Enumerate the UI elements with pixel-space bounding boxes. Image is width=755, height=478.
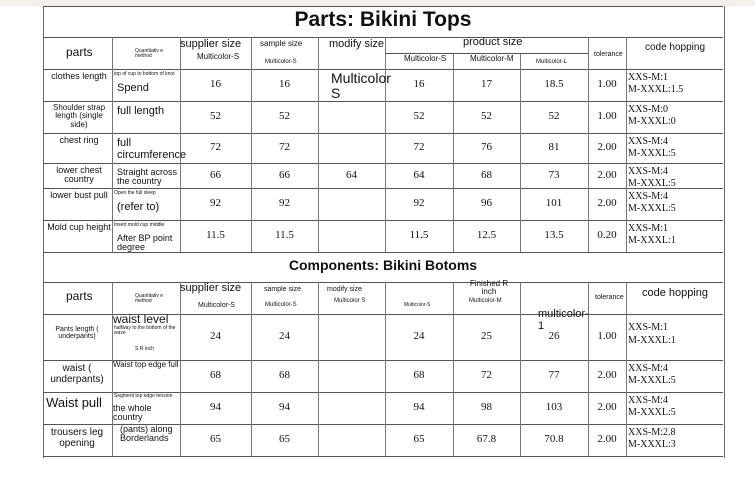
code-hop-1: XXS-M:0: [628, 104, 669, 115]
method-text: (refer to): [117, 201, 160, 213]
tops-header-sample: sample size: [260, 39, 303, 48]
supplier-value: 11.5: [206, 229, 225, 241]
size-l-value: 81: [548, 141, 560, 153]
size-l-value: 103: [545, 401, 563, 413]
size-m-value: 12.5: [476, 229, 497, 241]
size-m-value: 17: [481, 78, 492, 90]
size-s-value: 11.5: [409, 229, 429, 241]
supplier-value: 68: [210, 369, 221, 381]
size-m-value: 96: [481, 197, 492, 209]
size-l-value: 77: [548, 369, 560, 381]
tops-header-supplier-sub: Multicolor-S: [197, 52, 240, 61]
bottoms-header-finished: Finished R inch: [469, 279, 509, 297]
code-hop-1: XXS-M:4: [628, 395, 669, 406]
method-text: Straight across the country: [117, 167, 178, 187]
size-l-note: multicolor-1: [538, 308, 589, 332]
sample-value: 16: [279, 78, 290, 90]
code-hop-1: XXS-M:2.8: [628, 427, 676, 438]
code-hop-2: M-XXXL:1.5: [628, 84, 684, 95]
code-hop-2: M-XXXL:5: [628, 178, 676, 189]
tops-title: Parts: Bikini Tops: [294, 8, 472, 31]
bottoms-header-supplier: supplier size: [180, 282, 242, 294]
sample-value: 66: [279, 168, 290, 181]
size-m-value: 52: [481, 110, 492, 122]
sample-value: 72: [279, 141, 290, 153]
code-hop-2: M-XXXL:5: [628, 203, 676, 214]
size-s-value: 64: [413, 168, 425, 181]
tolerance-value: 2.00: [597, 197, 617, 209]
part-name: Waist pull: [46, 395, 102, 410]
size-m-value: 98: [481, 401, 492, 413]
code-hop-2: M-XXXL:5: [628, 375, 676, 386]
tolerance-value: 1.00: [597, 78, 617, 90]
tolerance-value: 1.00: [597, 110, 617, 122]
method-text: full length: [117, 105, 165, 117]
bottoms-header-tolerance: tolerance: [595, 294, 624, 301]
supplier-value: 24: [210, 330, 221, 342]
part-name: waist ( underpants): [50, 363, 104, 385]
modify-value: Multicolor S: [331, 70, 391, 101]
supplier-value: 72: [210, 141, 221, 153]
code-hop-2: M-XXXL:1: [628, 335, 676, 346]
tops-header-tolerance: tolerance: [594, 51, 623, 58]
tops-header-product-m: Multicolor-M: [470, 54, 514, 63]
tolerance-value: 2.00: [597, 401, 617, 413]
size-m-value: 68: [481, 168, 492, 181]
part-name: Pants length ( underpants): [55, 326, 99, 341]
size-l-value: 52: [548, 110, 560, 122]
size-m-value: 25: [481, 330, 492, 342]
code-hop-1: XXS-M:4: [628, 363, 669, 374]
modify-value: 64: [346, 168, 357, 181]
tops-header-product-s: Multicolor-S: [404, 54, 447, 63]
bottoms-header-method: Quantitativ e method: [135, 293, 164, 305]
tops-header-product-l: Multicolor-L: [536, 59, 568, 65]
part-name: Mold cup height: [47, 222, 111, 232]
size-l-value: 18.5: [544, 78, 564, 90]
code-hop-1: XXS-M:1: [628, 223, 669, 234]
bottoms-header-sample: sample size: [264, 286, 301, 293]
size-s-value: 68: [413, 369, 425, 381]
tolerance-value: 2.00: [597, 168, 617, 181]
tops-header-sample-sub: Multicolor-S: [265, 59, 297, 65]
size-s-value: 52: [413, 110, 425, 122]
method-text: Spend: [117, 82, 149, 94]
tops-header-method: Quantitativ e method: [135, 48, 164, 60]
size-l-value: 70.8: [544, 433, 564, 445]
method-note: top of cup to bottom of knot: [114, 71, 175, 77]
code-hop-1: XXS-M:1: [628, 322, 669, 333]
tolerance-value: 2.00: [597, 369, 617, 381]
method-text: waist level: [113, 312, 169, 326]
method-text: full circumference: [117, 137, 187, 161]
size-m-value: 67.8: [476, 433, 497, 445]
part-name: trousers leg opening: [50, 427, 104, 449]
size-s-value: 16: [413, 78, 425, 90]
size-s-value: 94: [413, 401, 425, 413]
tops-header-code: code hopping: [644, 42, 706, 53]
size-m-value: 72: [481, 369, 492, 381]
bottoms-header-sample-sub: Multicolor-S: [265, 302, 297, 308]
size-l-value: 101: [545, 197, 563, 209]
tops-header-product: product size: [463, 36, 523, 48]
part-name: clothes length: [51, 71, 107, 81]
bottoms-header-product-s: Multicolor-S: [404, 302, 431, 308]
supplier-value: 94: [210, 401, 221, 413]
method-note: Insert mold cup middle: [114, 222, 165, 228]
code-hop-1: XXS-M:4: [628, 191, 669, 202]
code-hop-1: XXS-M:1: [628, 72, 669, 83]
method-text: the whole country: [113, 403, 152, 423]
bottoms-title: Components: Bikini Botoms: [288, 257, 478, 273]
method-note: halfway to the bottom of the wave: [114, 325, 176, 337]
tolerance-value: 0.20: [597, 229, 617, 241]
supplier-value: 66: [210, 168, 221, 181]
supplier-value: 16: [210, 78, 221, 90]
method-text: (pants) along Borderlands: [120, 424, 173, 444]
supplier-value: 65: [210, 433, 221, 445]
size-s-value: 65: [413, 433, 425, 445]
method-note: Segment top edge tension: [114, 393, 173, 399]
size-l-value: 26: [548, 330, 560, 342]
sample-value: 11.5: [275, 229, 294, 241]
part-name: lower bust pull: [50, 190, 108, 200]
size-l-value: 13.5: [544, 229, 564, 241]
sample-value: 92: [279, 197, 290, 209]
bottoms-header-modify: modify size: [327, 286, 363, 293]
code-hop-2: M-XXXL:3: [628, 439, 676, 450]
size-m-value: 76: [481, 141, 492, 153]
bottoms-header-modify-sub: Multicolor S: [334, 298, 366, 304]
code-hop-2: M-XXXL:5: [628, 407, 676, 418]
sample-value: 24: [279, 330, 290, 342]
tolerance-value: 2.00: [597, 433, 617, 445]
bottoms-header-code: code hopping: [641, 287, 709, 299]
sample-value: 52: [279, 110, 290, 122]
code-hop-2: M-XXXL:5: [628, 148, 676, 159]
tops-header-modify: modify size: [329, 38, 385, 50]
supplier-value: 92: [210, 197, 221, 209]
tops-header-parts: parts: [66, 45, 93, 59]
tops-header-supplier: supplier size: [180, 38, 242, 50]
code-hop-2: M-XXXL:1: [628, 235, 676, 246]
part-name: Shoulder strap length (single side): [52, 103, 106, 129]
size-l-value: 73: [548, 168, 560, 181]
sample-value: 68: [279, 369, 290, 381]
bottoms-header-parts: parts: [66, 289, 93, 303]
supplier-value: 52: [210, 110, 221, 122]
part-name: chest ring: [59, 135, 99, 145]
code-hop-1: XXS-M:4: [628, 166, 669, 177]
code-hop-1: XXS-M:4: [628, 136, 669, 147]
sample-value: 65: [279, 433, 290, 445]
sample-value: 94: [279, 401, 290, 413]
method-text: After BP point degree: [117, 233, 173, 253]
size-s-value: 24: [413, 330, 425, 342]
size-s-value: 92: [413, 197, 425, 209]
method-text: Waist top edge full: [113, 360, 179, 369]
size-s-value: 72: [413, 141, 425, 153]
bottoms-header-supplier-sub: Multicolor-S: [198, 302, 235, 309]
code-hop-2: M-XXXL:0: [628, 116, 676, 127]
part-name: lower chest country: [56, 165, 102, 185]
method-sub-note: S R inch: [135, 346, 154, 352]
bottoms-header-product-m: Multicolor-M: [469, 298, 502, 304]
tolerance-value: 1.00: [597, 330, 617, 342]
method-note: Open the full sleep: [114, 190, 156, 196]
tolerance-value: 2.00: [597, 141, 617, 153]
